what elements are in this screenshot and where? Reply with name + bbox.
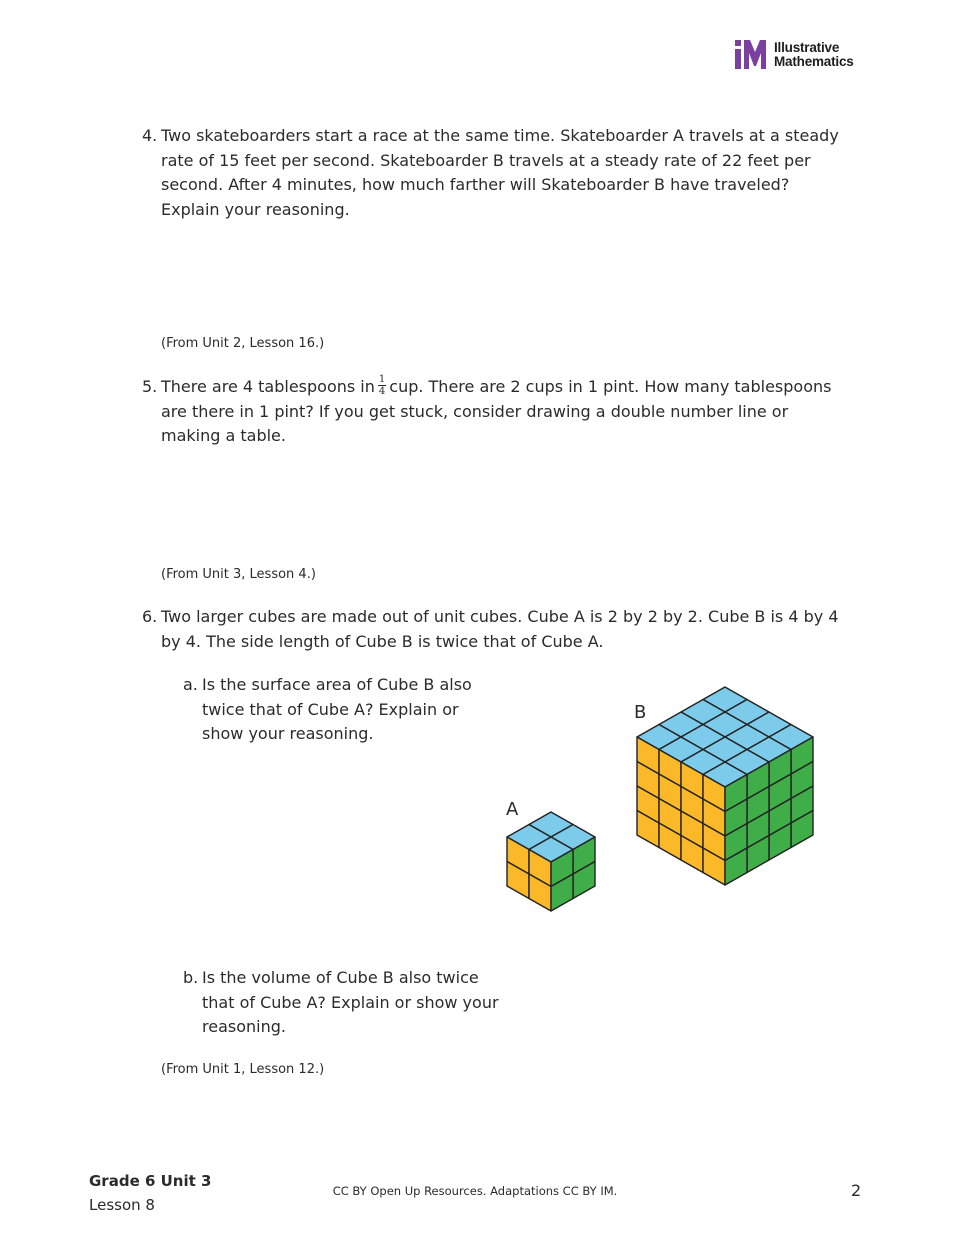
logo-line-2: Mathematics	[774, 54, 854, 69]
cube-b-label: B	[634, 702, 647, 723]
im-logo-icon	[735, 40, 769, 70]
part-text: Is the surface area of Cube B also twice that of Cube A? Explain or show your reasoning.	[202, 675, 472, 743]
page-number: 2	[851, 1181, 862, 1200]
problem-text-start: There are 4 tablespoons in	[161, 377, 375, 396]
footer-lesson: Lesson 8	[89, 1196, 155, 1214]
problem-4	[142, 124, 842, 222]
problem-number: 6.	[142, 607, 158, 626]
problem-text: Two larger cubes are made out of unit cubes. Cube A is 2 by 2 by 2. Cube B is 4 by 4 by 4. The side length of Cube B is twice that of Cube A.	[161, 607, 839, 651]
problem-6-part-a	[183, 673, 503, 747]
problem-number: 5.	[142, 377, 158, 396]
cube-a-label: A	[506, 799, 519, 820]
part-text: Is the volume of Cube B also twice that of Cube A? Explain or show your reasoning.	[202, 968, 499, 1036]
logo-line-1: Illustrative	[774, 40, 840, 55]
problem-5-source: (From Unit 3, Lesson 4.)	[161, 567, 316, 582]
problem-text	[161, 375, 842, 449]
problem-6-part-b	[183, 966, 503, 1040]
cubes-illustration	[500, 680, 830, 920]
problem-text: Two skateboarders start a race at the same time. Skateboarder A travels at a steady rate of 15 feet per second. Skateboarder B travels at a steady rate of 22 feet per second. After 4 minutes, how much farther will Skateboarder B have traveled? Explain your reasoning.	[161, 126, 839, 219]
part-letter: b.	[183, 968, 199, 987]
problem-text-end: cup. There are 2 cups in 1 pint. How many tablespoons are there in 1 pint? If you get stuck, consider drawing a double number line or making a table.	[161, 377, 832, 445]
problem-5	[142, 375, 842, 449]
footer-license: CC BY Open Up Resources. Adaptations CC BY IM.	[332, 1184, 618, 1198]
fraction-denominator: 4	[378, 386, 386, 397]
problem-number: 4.	[142, 126, 158, 145]
cubes-figure	[500, 680, 830, 920]
footer-grade: Grade 6 Unit 3	[89, 1172, 212, 1190]
fraction-numerator: 1	[378, 374, 386, 385]
problem-6	[142, 605, 842, 654]
logo-wordmark	[774, 41, 854, 69]
part-letter: a.	[183, 675, 198, 694]
problem-4-source: (From Unit 2, Lesson 16.)	[161, 336, 325, 351]
fraction-one-quarter	[378, 374, 386, 397]
im-logo	[735, 40, 854, 70]
problem-6-source: (From Unit 1, Lesson 12.)	[161, 1062, 325, 1077]
